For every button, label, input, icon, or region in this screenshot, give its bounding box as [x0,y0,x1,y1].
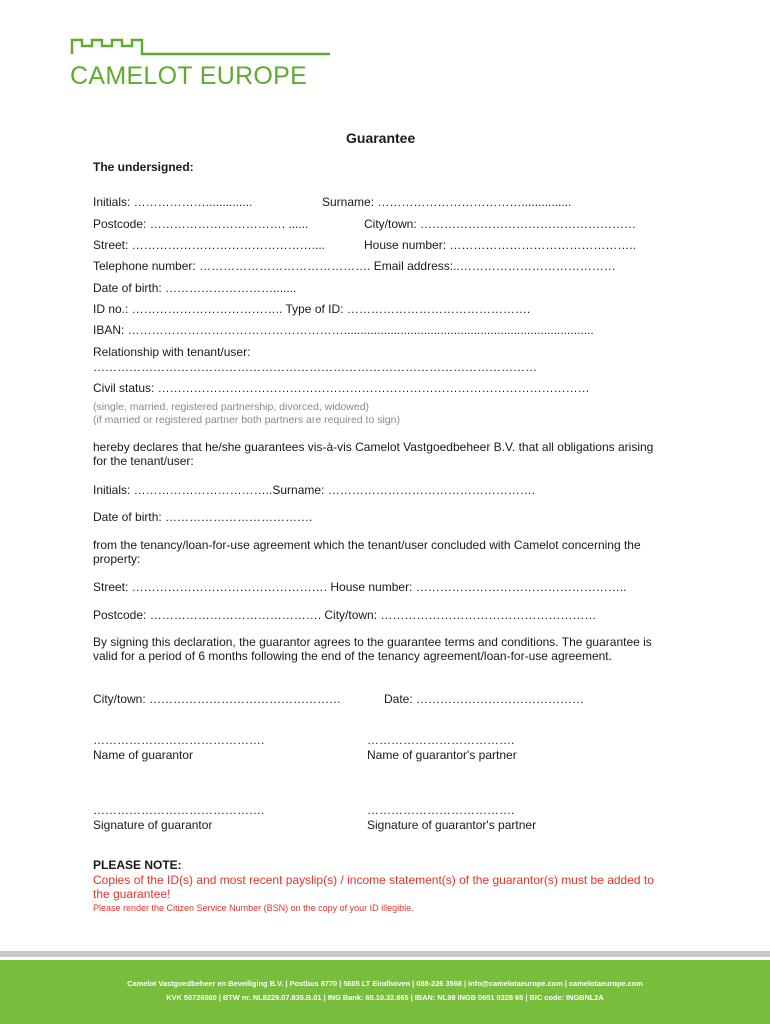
sign-city-field[interactable]: City/town: ………………………………………… [93,692,342,706]
initials-field[interactable]: Initials: ……………….............. [93,195,253,209]
logo-wordmark: CAMELOT EUROPE [70,62,308,90]
footer-contact-line: Camelot Vastgoedbeheer en Beveiliging B.V. | Postbus 8770 | 5605 LT Eindhoven | 088-226 3568 | info@camelotaeurope.com | camelotaeurope.com [127,979,643,988]
footer-bar [0,960,770,1024]
property-postcode-city-field[interactable]: Postcode: ……………………………………. City/town: ……………………………………………… [93,608,597,622]
footer-registration-line: KVK 50726080 | BTW nr. NL8229.07.835.B.01 | ING Bank: 65.10.32.865 | IBAN: NL98 INGB 0651 0328 65 | BIC code: INGBNL2A [166,993,604,1002]
tenant-initials-surname-field[interactable]: Initials: ……………………………..Surname: ……………………………………………. [93,483,536,497]
relationship-field[interactable]: ………………………………………………………………………………………………… [93,360,537,374]
please-note-heading: PLEASE NOTE: [93,858,182,872]
iban-field[interactable]: IBAN: ………………………………………………........................................................................... [93,323,594,337]
civil-status-note: (single, married, registered partnership, divorced, widowed) [93,401,370,413]
civil-status-note-partner: (if married or registered partner both partners are required to sign) [93,414,400,426]
sign-date-field[interactable]: Date: …………………………………… [384,692,585,706]
declaration-text: hereby declares that he/she guarantees vis-à-vis Camelot Vastgoedbeheer B.V. that all obligations arising for the tenant/user: [93,440,654,468]
undersigned-heading: The undersigned: [93,160,194,174]
copies-required-note: Copies of the ID(s) and most recent payslip(s) / income statement(s) of the guarantor(s) must be added to the guarantee! [93,873,654,901]
agreement-text: from the tenancy/loan-for-use agreement which the tenant/user concluded with Camelot concerning the property: [93,538,641,566]
name-of-partner-label: Name of guarantor's partner [367,748,517,762]
footer-divider [0,951,770,957]
id-number-field[interactable]: ID no.: ……………………………….. Type of ID: ………………………………………. [93,302,531,316]
property-street-house-field[interactable]: Street: …………………………………………. House number: …………………………………………….. [93,580,627,594]
house-number-field[interactable]: House number: ……………………………………….. [364,238,637,252]
civil-status-field[interactable]: Civil status: ……………………………………………………………………………………………… [93,381,590,395]
surname-field[interactable]: Surname: ………………………………............... [322,195,572,209]
signature-of-partner-label: Signature of guarantor's partner [367,818,537,832]
partner-signature-line[interactable]: ………………………………. [367,803,515,817]
terms-text: By signing this declaration, the guarantor agrees to the guarantee terms and conditions. The guarantee is valid for a period of 6 months following the end of the tenancy agreement/loan-for-use agreement. [93,635,652,663]
page-title: Guarantee [346,130,416,146]
street-field[interactable]: Street: ……………………………………….... [93,238,326,252]
name-of-guarantor-label: Name of guarantor [93,748,194,762]
partner-name-line[interactable]: ………………………………. [367,733,515,747]
date-of-birth-field[interactable]: Date of birth: ………………………....... [93,281,297,295]
city-field[interactable]: City/town: ……………………………………………… [364,217,637,231]
guarantor-name-line[interactable]: ……………………………………. [93,733,265,747]
signature-of-guarantor-label: Signature of guarantor [93,818,213,832]
postcode-field[interactable]: Postcode: ……………………………. ...... [93,217,309,231]
tenant-date-of-birth-field[interactable]: Date of birth: ………………………………. [93,510,313,524]
relationship-label: Relationship with tenant/user: [93,345,251,359]
telephone-email-field[interactable]: Telephone number: ……………………………………. Email address:..………………………………… [93,259,616,273]
guarantor-signature-line[interactable]: ……………………………………. [93,803,265,817]
bsn-note: Please render the Citizen Service Number (BSN) on the copy of your ID illegible. [93,903,414,913]
